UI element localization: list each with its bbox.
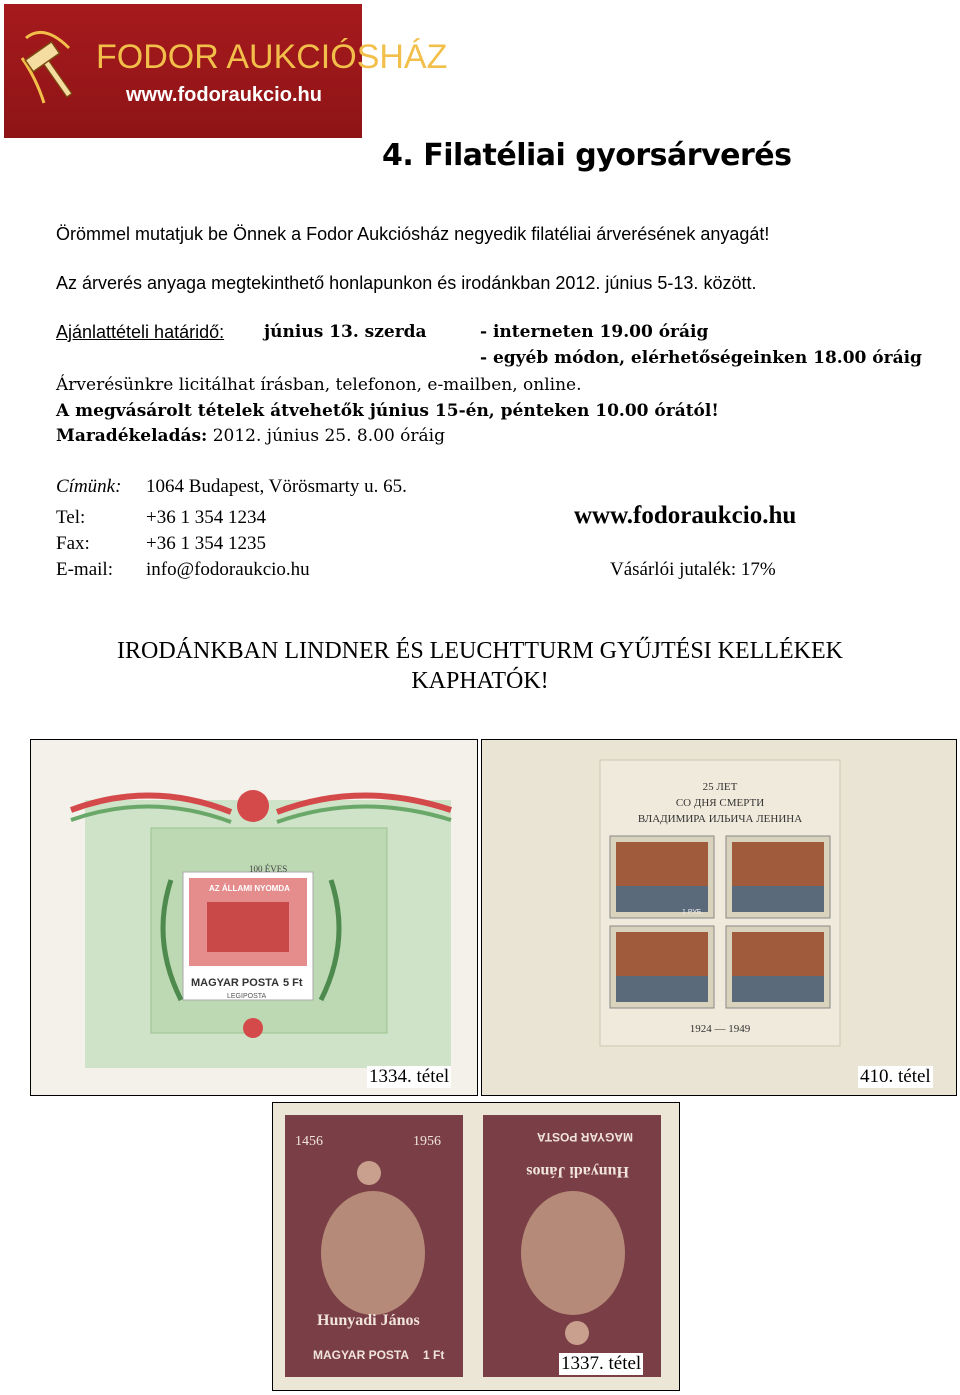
company-logo [4,4,448,138]
banner-line-1: IRODÁNKBAN LINDNER ÉS LEUCHTTURM GYŰJTÉSI KELLÉKEK [117,638,843,664]
deadline-label: Ajánlattételi határidő: [56,322,225,342]
remainder-label: Maradékeladás: [56,426,208,446]
stamp-post-inverted: MAGYAR POSTA [536,1130,633,1144]
tel-label: Tel: [56,507,86,528]
stamp-sheet-410 [482,740,956,1095]
stamp-post: MAGYAR POSTA [313,1348,410,1362]
lot-image-1337[interactable] [272,1102,680,1391]
banner-line-2: KAPHATÓK! [411,668,549,694]
bidding-text: Árverésünkre licitálhat írásban, telefonon, e-mailben, online. [56,375,582,395]
lot-caption-1334: 1334. tétel [369,1066,450,1087]
stamp-value-1337: 1 Ft [423,1348,445,1362]
stamp-name-inverted: Hunyadi János [526,1163,629,1180]
stamp-top-text: 100 ÉVES [249,864,288,874]
intro-text: Örömmel mutatjuk be Önnek a Fodor Aukciósház negyedik filatéliai árverésének anyagát! [56,224,770,244]
sheet-header-3: ВЛАДИМИРА ИЛЬИЧА ЛЕНИНА [637,813,803,825]
logo-url: www.fodoraukcio.hu [126,84,322,106]
stamp-value-text: 5 Ft [283,977,303,989]
deadline-other: - egyéb módon, elérhetőségeinken 18.00 óráig [480,348,922,368]
deadline-internet: - interneten 19.00 óráig [480,322,709,342]
page-title: 4. Filatéliai gyorsárverés [382,138,792,173]
address-value: 1064 Budapest, Vörösmarty u. 65. [146,476,407,497]
email-label: E-mail: [56,559,113,580]
stamp-sheet-1334 [31,740,477,1095]
stamp-year-right: 1956 [413,1134,441,1149]
gavel-icon [14,18,84,118]
fax-value: +36 1 354 1235 [146,533,266,554]
supplies-banner [0,636,960,696]
stamp-post-text: MAGYAR POSTA [191,977,280,989]
stamp-year-left: 1456 [295,1134,323,1149]
logo-brand: FODOR AUKCIÓSHÁZ [96,38,448,76]
sheet-header-2: СО ДНЯ СМЕРТИ [675,797,765,809]
pickup-text: A megvásárolt tételek átvehetők június 15-én, pénteken 10.00 órától! [56,401,719,421]
sheet-header-1: 25 ЛЕТ [702,781,738,793]
fax-label: Fax: [56,533,90,554]
stamp-pair-1337 [273,1103,679,1390]
lot-image-1334[interactable] [30,739,478,1096]
stamp-sub-text: LEGIPOSTA [227,993,267,1000]
commission-text: Vásárlói jutalék: 17% [610,559,776,580]
remainder-row [56,426,445,446]
email-value[interactable]: info@fodoraukcio.hu [146,559,310,580]
stamp-mid-text: AZ ÁLLAMI NYOMDA [209,884,290,893]
stamp-value-410: 1 РУБ. [682,909,704,916]
address-label: Címünk: [56,476,122,497]
remainder-value: 2012. június 25. 8.00 óráig [212,426,445,446]
lot-image-410[interactable] [481,739,957,1096]
deadline-date: június 13. szerda [264,322,427,342]
viewing-text: Az árverés anyaga megtekinthető honlapunkon és irodánkban 2012. június 5-13. között. [56,273,757,293]
tel-value: +36 1 354 1234 [146,507,266,528]
lot-caption-1337: 1337. tétel [561,1353,642,1374]
stamp-name: Hunyadi János [317,1312,420,1329]
sheet-years: 1924 — 1949 [689,1023,751,1035]
lot-caption-410: 410. tétel [860,1066,931,1087]
website-link[interactable]: www.fodoraukcio.hu [574,502,797,529]
